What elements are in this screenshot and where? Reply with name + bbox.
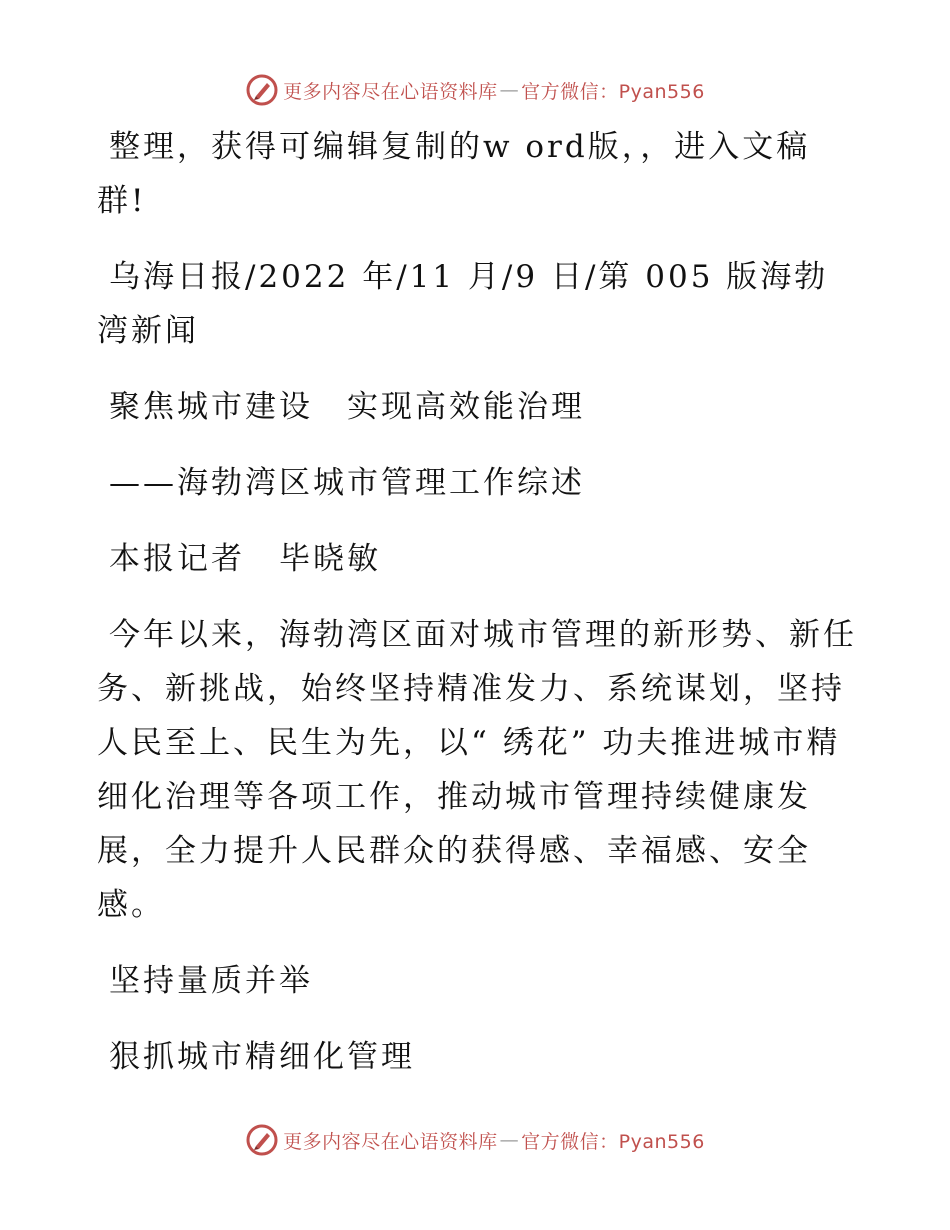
watermark-main-text: 更多内容尽在心语资料库 xyxy=(283,80,498,103)
article-subtitle: ——海勃湾区城市管理工作综述 xyxy=(109,465,585,501)
pen-seal-icon xyxy=(245,1123,279,1157)
watermark-main-text: 更多内容尽在心语资料库 xyxy=(283,1130,498,1153)
section-heading-1: 坚持量质并举 xyxy=(109,963,313,999)
section-heading-2: 狠抓城市精细化管理 xyxy=(109,1039,415,1075)
watermark-header xyxy=(0,70,950,110)
document-body xyxy=(97,120,857,1106)
watermark-footer xyxy=(0,1120,950,1160)
watermark-separator: — xyxy=(499,79,520,101)
watermark-separator: — xyxy=(499,1129,520,1151)
watermark-wechat-text: 官方微信：Pyan556 xyxy=(521,80,705,103)
intro-note: 整理，获得可编辑复制的w ord版，，进入文稿群! xyxy=(97,129,811,219)
pen-seal-icon xyxy=(245,73,279,107)
byline: 本报记者 毕晓敏 xyxy=(109,541,381,577)
watermark-wechat-text: 官方微信：Pyan556 xyxy=(521,1130,705,1153)
source-line: 乌海日报/2022 年/11 月/9 日/第 005 版海勃湾新闻 xyxy=(97,259,829,349)
lead-paragraph: 今年以来，海勃湾区面对城市管理的新形势、新任务、新挑战，始终坚持精准发力、系统谋划，坚持人民至上、民生为先，以“ 绣花” 功夫推进城市精细化治理等各项工作，推动城市管理持续健康发展，全力提升人民群众的获得感、幸福感、安全感。 xyxy=(97,617,857,923)
article-title: 聚焦城市建设 实现高效能治理 xyxy=(109,389,585,425)
